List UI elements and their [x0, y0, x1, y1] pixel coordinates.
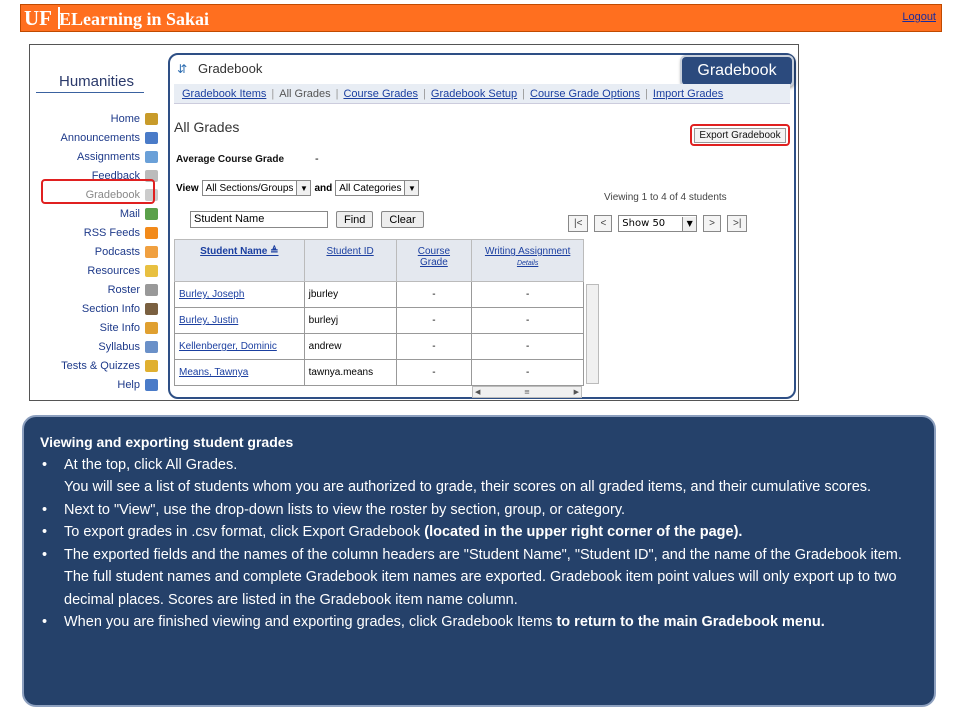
course-grade-cell-text: -: [432, 289, 436, 300]
menu-import-grades[interactable]: Import Grades: [652, 87, 724, 100]
menu-separator: |: [645, 87, 648, 100]
student-id-cell-text: jburley: [308, 289, 339, 300]
assignment-score-cell[interactable]: [472, 308, 584, 334]
sidebar-item-mail[interactable]: [120, 204, 158, 223]
average-course-grade-label: Average Course Grade: [176, 154, 285, 165]
sidebar-item-label: Tests & Quizzes: [61, 359, 140, 372]
sidebar-item-home[interactable]: [111, 109, 158, 128]
sections-select[interactable]: [202, 180, 312, 196]
header-student-id[interactable]: [304, 240, 396, 282]
student-name-cell[interactable]: [175, 360, 305, 386]
sidebar-item-label: Roster: [107, 283, 140, 296]
sidebar-item-label: Section Info: [81, 302, 140, 315]
menu-separator: |: [423, 87, 426, 100]
sidebar-item-label: Feedback: [91, 169, 140, 182]
sidebar-item-resources[interactable]: [87, 261, 158, 280]
sidebar-item-label: Gradebook: [85, 188, 140, 201]
megaphone-icon: [145, 132, 158, 144]
sidebar-item-label: Home: [110, 112, 140, 125]
student-name-cell-text[interactable]: Burley, Justin: [179, 315, 239, 326]
grades-body: [175, 282, 584, 386]
instruction-text: At the top, click All Grades.: [64, 456, 238, 473]
gradebook-callout: Gradebook: [680, 55, 794, 87]
student-id-cell-text: tawnya.means: [308, 367, 374, 378]
menu-separator: |: [335, 87, 339, 100]
assignment-icon: [145, 151, 158, 163]
instruction-text-bold: (located in the upper right corner of the page).: [424, 524, 743, 540]
find-button[interactable]: Find: [336, 211, 373, 228]
sidebar-item-announcements[interactable]: [61, 128, 159, 147]
sidebar-item-help[interactable]: [117, 375, 158, 394]
site-info-icon: [145, 322, 158, 334]
course-grade-cell: [396, 334, 472, 360]
instruction-item: [40, 544, 916, 612]
house-icon: [145, 113, 158, 125]
menu-separator: |: [271, 87, 275, 100]
page-size-select[interactable]: [618, 215, 697, 232]
menu-gradebook-setup[interactable]: Gradebook Setup: [430, 87, 518, 100]
header-student-id-label[interactable]: Student ID: [326, 246, 374, 257]
scroll-right-icon[interactable]: ▶: [573, 388, 579, 396]
sidebar-item-label: Assignments: [77, 150, 140, 163]
student-id-cell-text: andrew: [308, 341, 342, 352]
sections-select-value: All Sections/Groups: [205, 182, 294, 194]
instructions-heading: Viewing and exporting student grades: [40, 434, 294, 450]
header-student-name[interactable]: [175, 240, 305, 282]
sidebar-item-syllabus[interactable]: [98, 337, 158, 356]
clear-button[interactable]: Clear: [381, 211, 423, 228]
student-name-cell[interactable]: [175, 334, 305, 360]
instruction-text: The exported fields and the names of the column headers are "Student Name", "Student ID", and the name of the Gradebook item. The full student names and complete Gradebook item names are exported. Gradebook item point values will only export up to two decimal places. Scores are listed in the Gradebook item name column.: [64, 546, 902, 608]
sidebar-item-rss-feeds[interactable]: [84, 223, 158, 242]
instruction-text-bold: to return to the main Gradebook menu.: [556, 614, 825, 630]
sidebar-item-label: Site Info: [99, 321, 140, 334]
pencil-icon: [145, 360, 158, 372]
export-gradebook-highlight: [690, 124, 790, 146]
next-page-button[interactable]: >: [703, 215, 721, 232]
export-gradebook-button[interactable]: Export Gradebook: [694, 128, 785, 143]
tool-title: Gradebook: [198, 61, 263, 76]
vertical-scrollbar[interactable]: [586, 284, 599, 384]
syllabus-icon: [145, 341, 158, 353]
table-row: [175, 334, 584, 360]
student-name-cell-text[interactable]: Means, Tawnya: [179, 367, 249, 378]
header-course-grade-label[interactable]: Course: [417, 246, 451, 257]
gradebook-screenshot: [29, 44, 799, 401]
sidebar-item-label: Help: [117, 378, 140, 391]
menu-gradebook-items[interactable]: Gradebook Items: [182, 87, 267, 100]
sidebar-item-assignments[interactable]: [77, 147, 158, 166]
header-student-name-label[interactable]: Student Name ≜: [200, 246, 279, 257]
sidebar-item-label: RSS Feeds: [83, 226, 140, 239]
student-id-cell-text: burleyj: [308, 315, 339, 326]
instruction-text: You will see a list of students whom you are authorized to grade, their scores on all graded items, and their cumulative scores.: [64, 479, 872, 495]
assignment-score-cell-text[interactable]: -: [525, 367, 530, 378]
instruction-text: When you are finished viewing and exporting grades, click Gradebook Items: [64, 614, 557, 630]
assignment-score-cell[interactable]: [472, 360, 584, 386]
student-name-cell-text[interactable]: Kellenberger, Dominic: [179, 341, 277, 352]
instruction-item: [40, 611, 916, 634]
sidebar-item-label: Announcements: [60, 131, 140, 144]
assignment-score-cell-text[interactable]: -: [525, 289, 530, 300]
menu-course-grade-options[interactable]: Course Grade Options: [530, 87, 641, 100]
sidebar-item-label: Resources: [87, 264, 140, 277]
sidebar-item-label: Mail: [119, 207, 140, 220]
student-search-input[interactable]: Student Name: [190, 211, 328, 228]
help-icon: [145, 379, 158, 391]
sidebar-item-section-info[interactable]: [82, 299, 158, 318]
roster-icon: [145, 284, 158, 296]
categories-select[interactable]: [335, 180, 419, 196]
refresh-icon[interactable]: ⇵: [177, 62, 188, 76]
student-name-cell[interactable]: [175, 308, 305, 334]
menu-all-grades: All Grades: [279, 87, 331, 100]
header-writing-assignment[interactable]: [472, 240, 584, 282]
menu-separator: |: [522, 87, 525, 100]
tool-frame: [168, 53, 796, 399]
view-label: View: [176, 182, 199, 194]
sidebar-item-tests-quizzes[interactable]: [61, 356, 158, 375]
grades-table: [174, 239, 584, 386]
header-writing-assignment-label[interactable]: Writing Assignment: [484, 246, 571, 257]
site-title: ELearning in Sakai: [59, 9, 210, 29]
sidebar-item-roster[interactable]: [108, 280, 158, 299]
instruction-text: Next to "View", use the drop-down lists to view the roster by section, group, or category.: [64, 501, 626, 518]
and-label: and: [314, 182, 333, 194]
header-course-grade-label-2[interactable]: Grade: [420, 257, 448, 268]
average-course-grade-value: -: [315, 153, 319, 165]
uf-logo: UF: [24, 7, 60, 29]
instruction-text: To export grades in .csv format, click Export Gradebook: [64, 524, 425, 540]
sidebar-item-podcasts[interactable]: [95, 242, 158, 261]
assignment-score-cell-text[interactable]: -: [525, 341, 530, 352]
chevron-down-icon: ▼: [682, 217, 696, 231]
page-title: All Grades: [174, 119, 240, 135]
chevron-down-icon: ▼: [296, 181, 310, 195]
section-icon: [145, 303, 158, 315]
site-name-divider: [36, 92, 144, 93]
student-id-cell: [304, 282, 396, 308]
categories-select-value: All Categories: [339, 182, 402, 194]
instructions-panel: [22, 415, 936, 707]
podcast-icon: [145, 246, 158, 258]
view-filter-row: [176, 180, 419, 196]
assignment-score-cell[interactable]: [472, 282, 584, 308]
pager: [568, 215, 747, 232]
site-name: Humanities: [59, 73, 135, 90]
gradebook-nav-highlight: [41, 179, 155, 204]
header-course-grade[interactable]: [396, 240, 472, 282]
instruction-item: [40, 454, 916, 499]
chevron-down-icon: ▼: [404, 181, 418, 195]
menu-course-grades[interactable]: Course Grades: [343, 87, 419, 100]
student-name-cell-text[interactable]: Burley, Joseph: [179, 289, 245, 300]
student-name-cell[interactable]: [175, 282, 305, 308]
course-grade-cell: [396, 308, 472, 334]
table-row: [175, 360, 584, 386]
course-grade-cell: [396, 282, 472, 308]
course-grade-cell-text: -: [432, 315, 436, 326]
instruction-item: [40, 521, 916, 544]
tool-nav: [30, 109, 158, 399]
course-grade-cell-text: -: [432, 341, 436, 352]
horizontal-scrollbar[interactable]: [472, 386, 582, 398]
folder-icon: [145, 265, 158, 277]
prev-page-button[interactable]: <: [594, 215, 612, 232]
course-grade-cell: [396, 360, 472, 386]
table-row: [175, 282, 584, 308]
sidebar-item-label: Podcasts: [94, 245, 140, 258]
sidebar-item-label: Syllabus: [98, 340, 140, 353]
instruction-item: [40, 499, 916, 522]
scroll-thumb-icon[interactable]: ≡: [524, 388, 530, 396]
sidebar-item-site-info[interactable]: [100, 318, 158, 337]
logout-link[interactable]: Logout: [902, 11, 936, 23]
student-id-cell: [304, 334, 396, 360]
rss-icon: [145, 227, 158, 239]
student-id-cell: [304, 360, 396, 386]
last-page-button[interactable]: >|: [727, 215, 747, 232]
assignment-score-cell-text[interactable]: -: [525, 315, 530, 326]
scroll-left-icon[interactable]: ◀: [475, 388, 481, 396]
search-row: [190, 211, 424, 228]
instructions-list: [40, 454, 916, 634]
mail-icon: [145, 208, 158, 220]
top-header: [20, 4, 942, 32]
tool-menu-bar: [174, 84, 790, 104]
details-link[interactable]: Details: [516, 260, 539, 267]
student-id-cell: [304, 308, 396, 334]
viewing-count: Viewing 1 to 4 of 4 students: [604, 192, 727, 203]
course-grade-cell-text: -: [432, 367, 436, 378]
table-row: [175, 308, 584, 334]
page-size-value: Show 50: [622, 218, 666, 229]
first-page-button[interactable]: |<: [568, 215, 588, 232]
assignment-score-cell[interactable]: [472, 334, 584, 360]
